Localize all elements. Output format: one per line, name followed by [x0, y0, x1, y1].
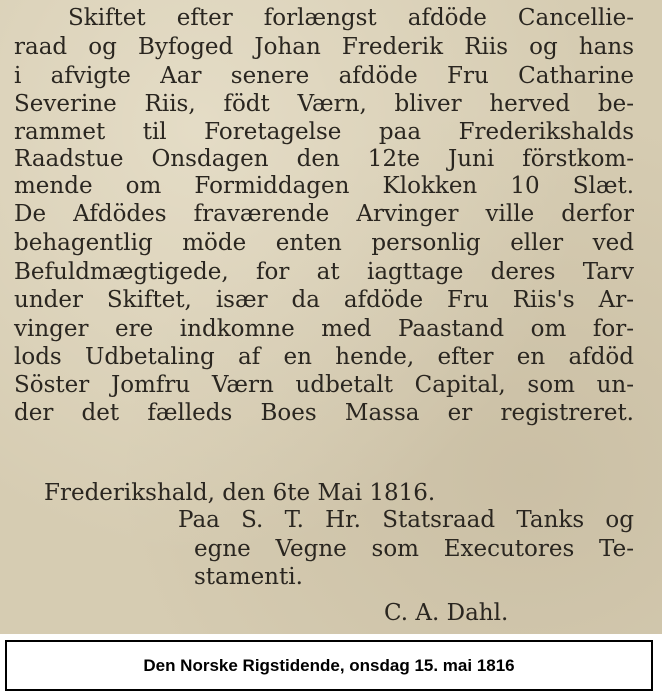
text-line: Paa S. T. Hr. Statsraad Tanks og: [178, 507, 634, 533]
caption-box: [5, 640, 653, 691]
text-line: raad og Byfoged Johan Frederik Riis og hans: [14, 34, 634, 60]
text-line: lods Udbetaling af en hende, efter en afdöd: [14, 344, 634, 370]
text-line: stamenti.: [194, 564, 303, 590]
text-line: Severine Riis, födt Værn, bliver herved be-: [14, 91, 634, 117]
text-line: Befuldmægtigede, for at iagttage deres Tarv: [14, 259, 634, 285]
text-line: egne Vegne som Executores Te-: [194, 536, 634, 562]
text-line: De Afdödes fraværende Arvinger ville derfor: [14, 201, 634, 227]
text-line: behagentlig möde enten personlig eller ved: [14, 230, 634, 256]
text-line: vinger ere indkomne med Paastand om for-: [14, 316, 634, 342]
text-line: der det fælleds Boes Massa er registreret.: [14, 400, 634, 426]
text-line: i afvigte Aar senere afdöde Fru Catharine: [14, 63, 634, 89]
signature: C. A. Dahl.: [384, 600, 509, 626]
text-line: Skiftet efter forlængst afdöde Cancellie-: [68, 5, 634, 31]
text-line: under Skiftet, især da afdöde Fru Riis's Ar-: [14, 287, 634, 313]
text-line: mende om Formiddagen Klokken 10 Slæt.: [14, 173, 634, 199]
text-line: Raadstue Onsdagen den 12te Juni förstkom-: [14, 146, 634, 172]
dateline: Frederikshald, den 6te Mai 1816.: [44, 480, 436, 506]
source-caption: Den Norske Rigstidende, onsdag 15. mai 1816: [143, 655, 515, 675]
text-line: Söster Jomfru Værn udbetalt Capital, som un-: [14, 372, 634, 398]
text-line: rammet til Foretagelse paa Frederikshalds: [14, 119, 634, 145]
